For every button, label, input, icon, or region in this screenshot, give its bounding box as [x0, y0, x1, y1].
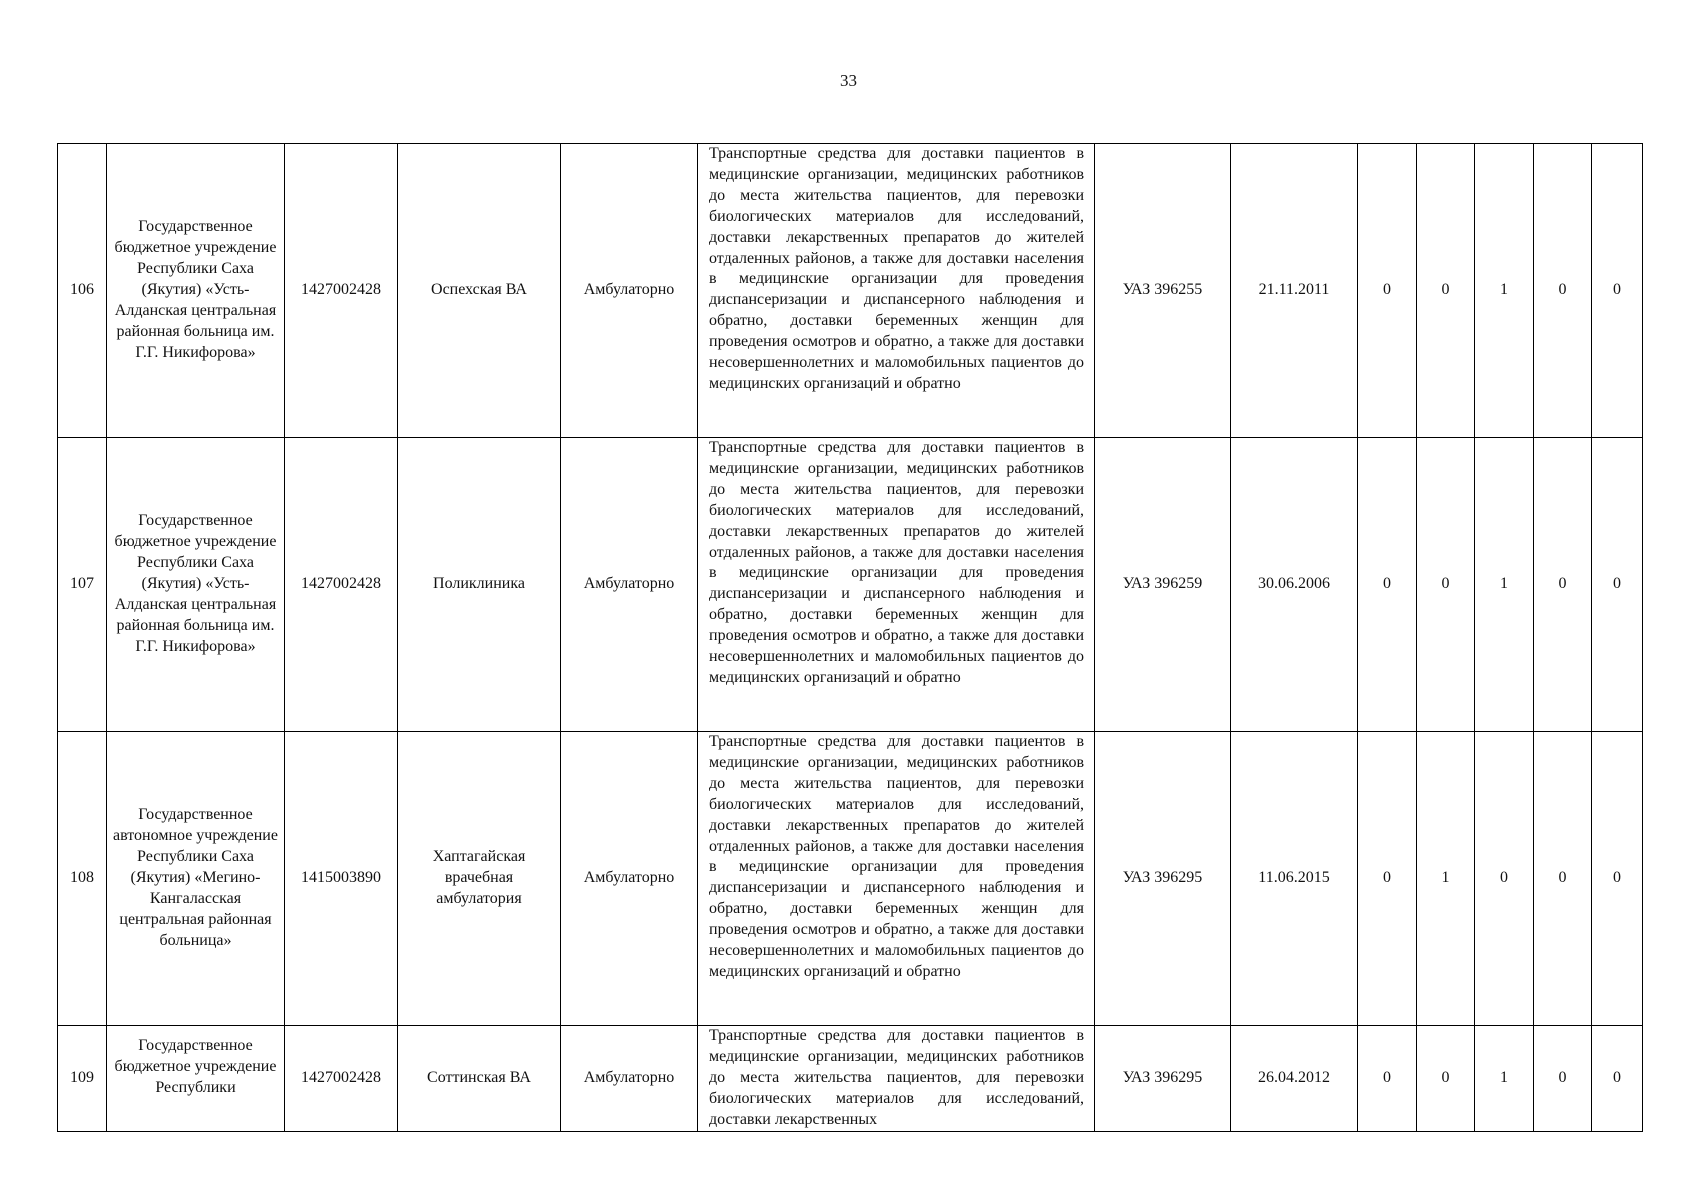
inn-cell: 1427002428	[285, 144, 398, 438]
count-cell-2: 0	[1417, 1026, 1475, 1132]
organization-name: Государственное бюджетное учреждение Республики Саха (Якутия) «Усть-Алданская центральная районная больница им. Г.Г. Никифорова»	[107, 144, 285, 438]
organization-name: Государственное автономное учреждение Республики Саха (Якутия) «Мегино-Кангаласская центральная районная больница»	[107, 732, 285, 1026]
count-cell-1: 0	[1358, 144, 1417, 438]
count-cell-3: 1	[1475, 438, 1534, 732]
vehicle-registry-table	[57, 143, 1643, 1132]
count-cell-5: 0	[1592, 732, 1643, 1026]
care-type-cell: Амбулаторно	[561, 1026, 698, 1132]
vehicle-purpose-cell: Транспортные средства для доставки пациентов в медицинские организации, медицинских работников до места жительства пациентов, для перевозки биологических материалов для исследований, доставки лекарственных препаратов до жителей отдаленных районов, а также для доставки населения в медицинские организации для проведения диспансеризации и диспансерного наблюдения и обратно, доставки беременных женщин для проведения осмотров и обратно, а также для доставки несовершеннолетних и маломобильных пациентов до медицинских организаций и обратно	[698, 732, 1095, 1026]
care-type-cell: Амбулаторно	[561, 732, 698, 1026]
date-cell: 30.06.2006	[1231, 438, 1358, 732]
count-cell-4: 0	[1534, 732, 1592, 1026]
vehicle-model-cell: УАЗ 396255	[1095, 144, 1231, 438]
row-number: 107	[58, 438, 107, 732]
count-cell-3: 1	[1475, 144, 1534, 438]
inn-cell: 1427002428	[285, 1026, 398, 1132]
count-cell-2: 0	[1417, 144, 1475, 438]
care-type-cell: Амбулаторно	[561, 144, 698, 438]
count-cell-1: 0	[1358, 732, 1417, 1026]
subdivision-cell: Поликлиника	[398, 438, 561, 732]
count-cell-1: 0	[1358, 1026, 1417, 1132]
count-cell-4: 0	[1534, 1026, 1592, 1132]
table-row	[58, 1026, 1643, 1132]
date-cell: 11.06.2015	[1231, 732, 1358, 1026]
date-cell: 21.11.2011	[1231, 144, 1358, 438]
vehicle-purpose-cell: Транспортные средства для доставки пациентов в медицинские организации, медицинских работников до места жительства пациентов, для перевозки биологических материалов для исследований, доставки лекарственных	[698, 1026, 1095, 1132]
row-number: 106	[58, 144, 107, 438]
count-cell-2: 1	[1417, 732, 1475, 1026]
count-cell-4: 0	[1534, 144, 1592, 438]
inn-cell: 1427002428	[285, 438, 398, 732]
page-number: 33	[840, 71, 857, 90]
vehicle-model-cell: УАЗ 396295	[1095, 1026, 1231, 1132]
organization-name: Государственное бюджетное учреждение Республики	[107, 1026, 285, 1132]
vehicle-model-cell: УАЗ 396259	[1095, 438, 1231, 732]
count-cell-3: 0	[1475, 732, 1534, 1026]
table-row	[58, 732, 1643, 1026]
care-type-cell: Амбулаторно	[561, 438, 698, 732]
table-row	[58, 438, 1643, 732]
count-cell-5: 0	[1592, 438, 1643, 732]
count-cell-5: 0	[1592, 1026, 1643, 1132]
organization-name: Государственное бюджетное учреждение Республики Саха (Якутия) «Усть-Алданская центральная районная больница им. Г.Г. Никифорова»	[107, 438, 285, 732]
date-cell: 26.04.2012	[1231, 1026, 1358, 1132]
count-cell-4: 0	[1534, 438, 1592, 732]
vehicle-purpose-cell: Транспортные средства для доставки пациентов в медицинские организации, медицинских работников до места жительства пациентов, для перевозки биологических материалов для исследований, доставки лекарственных препаратов до жителей отдаленных районов, а также для доставки населения в медицинские организации для проведения диспансеризации и диспансерного наблюдения и обратно, доставки беременных женщин для проведения осмотров и обратно, а также для доставки несовершеннолетних и маломобильных пациентов до медицинских организаций и обратно	[698, 438, 1095, 732]
vehicle-purpose-cell: Транспортные средства для доставки пациентов в медицинские организации, медицинских работников до места жительства пациентов, для перевозки биологических материалов для исследований, доставки лекарственных препаратов до жителей отдаленных районов, а также для доставки населения в медицинские организации для проведения диспансеризации и диспансерного наблюдения и обратно, доставки беременных женщин для проведения осмотров и обратно, а также для доставки несовершеннолетних и маломобильных пациентов до медицинских организаций и обратно	[698, 144, 1095, 438]
subdivision-cell: Оспехская ВА	[398, 144, 561, 438]
row-number: 108	[58, 732, 107, 1026]
table-row	[58, 144, 1643, 438]
count-cell-1: 0	[1358, 438, 1417, 732]
vehicle-model-cell: УАЗ 396295	[1095, 732, 1231, 1026]
count-cell-5: 0	[1592, 144, 1643, 438]
count-cell-3: 1	[1475, 1026, 1534, 1132]
count-cell-2: 0	[1417, 438, 1475, 732]
row-number: 109	[58, 1026, 107, 1132]
inn-cell: 1415003890	[285, 732, 398, 1026]
subdivision-cell: Хаптагайская врачебная амбулатория	[398, 732, 561, 1026]
subdivision-cell: Соттинская ВА	[398, 1026, 561, 1132]
